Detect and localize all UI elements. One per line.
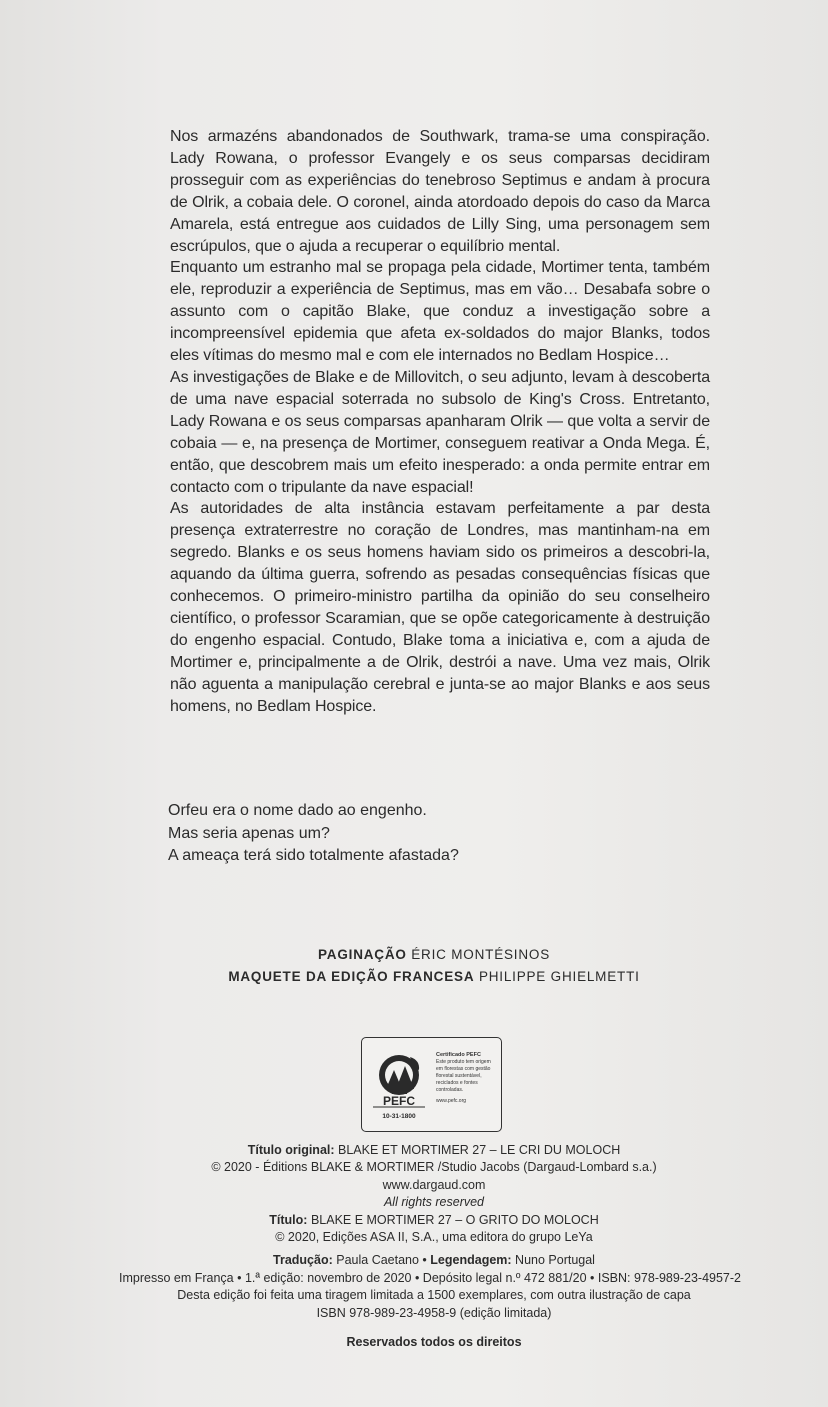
print-info: Impresso em França • 1.ª edição: novembro de 2020 • Depósito legal n.º 472 881/20 • ISBN: 978-989-23-4957-2 [119, 1270, 741, 1285]
pefc-certification-box [361, 1037, 502, 1132]
credit-name: ÉRIC MONTÉSINOS [411, 947, 551, 962]
synopsis-paragraph-1: Nos armazéns abandonados de Southwark, trama-se uma conspiração. Lady Rowana, o professor Evangely e os seus comparsas decidiram prosseguir com as experiências do tenebroso Septimus e andam à procura de Olrik, a cobaia dele. O coronel, ainda atordoado depois do caso da Marca Amarela, está entregue aos cuidados de Lilly Sing, uma personagem sem escrúpulos, que o ajuda a recuperar o equilíbrio mental. [170, 128, 710, 255]
original-title-line [0, 1142, 828, 1159]
pefc-logo-text: PEFC [382, 1094, 416, 1108]
translation-label: Tradução: [273, 1253, 333, 1268]
synopsis-text [170, 126, 710, 717]
limited-edition-isbn: ISBN 978-989-23-4958-9 (edição limitada) [316, 1305, 552, 1320]
credit-label: PAGINAÇÃO [317, 947, 407, 962]
production-credits [0, 944, 828, 988]
closing-questions [168, 800, 688, 868]
credit-label: MAQUETE DA EDIÇÃO FRANCESA [228, 969, 475, 984]
closing-line: Orfeu era o nome dado ao engenho. [168, 802, 427, 819]
copyright-edition: © 2020, Edições ASA II, S.A., uma editora do grupo LeYa [275, 1230, 593, 1245]
pefc-body: Este produto tem origem em florestas com gestão florestal sustentável, reciclados e fontes controladas. [436, 1059, 491, 1093]
pefc-description [436, 1052, 498, 1105]
layout-credit [0, 944, 828, 966]
pefc-website: www.pefc.org [436, 1098, 467, 1104]
synopsis-paragraph-4: As autoridades de alta instância estavam perfeitamente a par desta presença extraterrestre no coração de Londres, mas mantinham-na em segredo. Blanks e os seus homens haviam sido os primeiros a descobri-la, aquando da última guerra, sofrendo as pesadas consequências físicas que conhecemos. O primeiro-ministro partilha da opinião do seu conselheiro científico, o professor Scaramian, que se opõe categoricamente à destruição do engenho espacial. Contudo, Blake toma a iniciativa e, com a ajuda de Mortimer e, principalmente a de Olrik, destrói a nave. Uma vez mais, Olrik não aguenta a manipulação cerebral e junta-se ao major Blanks e aos seus homens, no Bedlam Hospice. [170, 500, 710, 715]
title-line [0, 1212, 828, 1229]
synopsis-paragraph-3: As investigações de Blake e de Millovitch, o seu adjunto, levam à descoberta de uma nave espacial soterrada no subsolo de King's Cross. Entretanto, Lady Rowana e os seus comparsas apanharam Olrik — que volta a servir de cobaia — e, na presença de Mortimer, conseguem reativar a Onda Mega. É, então, que descobrem mais um efeito inesperado: a onda permite entrar em contacto com o tripulante da nave espacial! [170, 368, 710, 496]
legal-notice [0, 1142, 828, 1351]
all-rights-reserved: All rights reserved [383, 1195, 485, 1210]
original-title-value: BLAKE ET MORTIMER 27 – LE CRI DU MOLOCH [338, 1143, 621, 1157]
website-url: www.dargaud.com [382, 1177, 486, 1192]
mockup-credit [0, 966, 828, 988]
translation-line [0, 1252, 828, 1269]
pefc-code: 10-31-1800 [382, 1113, 416, 1120]
original-title-label: Título original: [247, 1143, 335, 1157]
credit-name: PHILIPPE GHIELMETTI [478, 969, 640, 984]
subtitling-label: Legendagem: [430, 1253, 512, 1268]
subtitling-value: Nuno Portugal [515, 1253, 595, 1268]
limited-edition-note: Desta edição foi feita uma tiragem limitada a 1500 exemplares, com outra ilustração de capa [177, 1288, 691, 1303]
closing-line: A ameaça terá sido totalmente afastada? [168, 847, 459, 864]
copyright-original: © 2020 - Éditions BLAKE & MORTIMER /Studio Jacobs (Dargaud-Lombard s.a.) [211, 1160, 657, 1175]
title-label: Título: [269, 1212, 308, 1227]
synopsis-paragraph-2: Enquanto um estranho mal se propaga pela cidade, Mortimer tenta, também ele, reproduzir a experiência de Septimus, mas em vão… Desabafa sobre o assunto com o capitão Blake, que conduz a investigação sobre a incompreensível epidemia que afeta ex-soldados do major Blanks, todos eles vítimas do mesmo mal e com ele internados no Bedlam Hospice… [170, 259, 710, 365]
translation-value: Paula Caetano • [336, 1253, 427, 1268]
pefc-heading: Certificado PEFC [436, 1052, 481, 1058]
pefc-logo-icon [370, 1048, 428, 1126]
reserved-rights: Reservados todos os direitos [346, 1335, 522, 1350]
title-value: BLAKE E MORTIMER 27 – O GRITO DO MOLOCH [310, 1212, 599, 1227]
closing-line: Mas seria apenas um? [168, 824, 330, 842]
